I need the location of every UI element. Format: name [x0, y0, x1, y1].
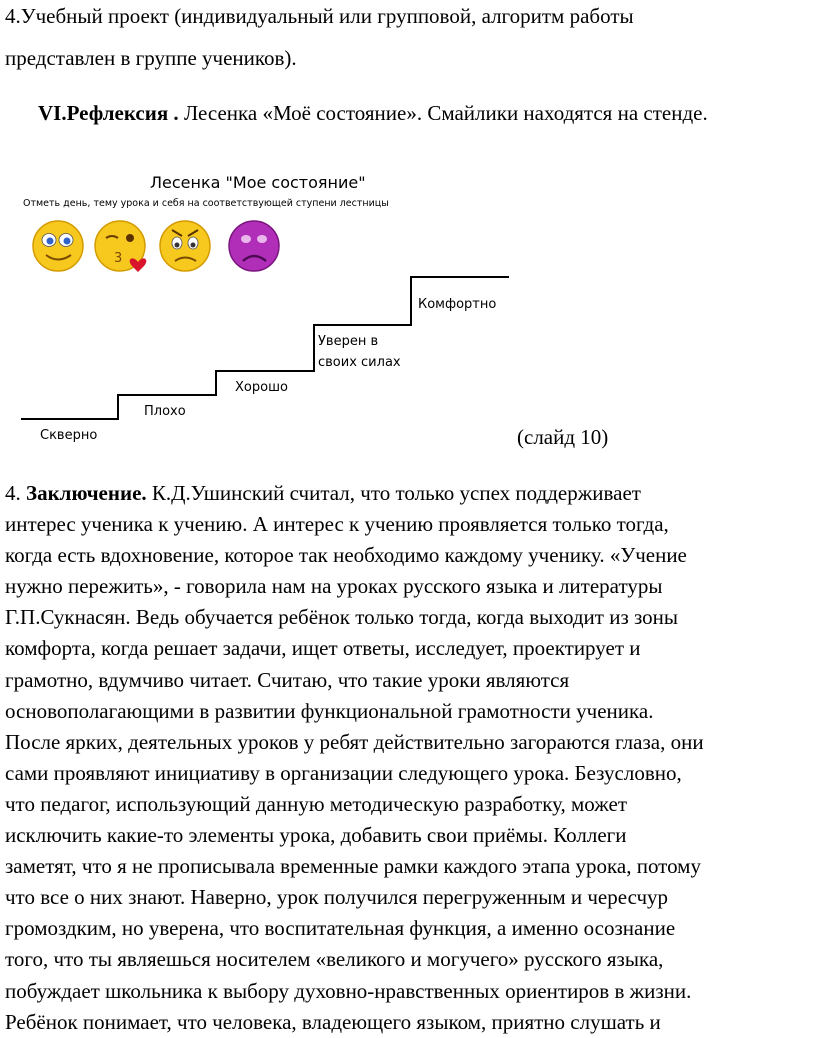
reflection-line — [38, 101, 708, 125]
sad-smiley-icon — [160, 221, 210, 271]
step-label-confident-1: Уверен в — [318, 334, 379, 349]
staircase-figure — [0, 160, 816, 450]
project-line-1: 4.Учебный проект (индивидуальный или групповой, алгоритм работы — [5, 4, 634, 28]
reflection-heading: VI.Рефлексия . — [38, 101, 179, 125]
conclusion-line: побуждает школьника к выбору духовно-нравственных ориентиров в жизни. — [5, 978, 692, 1003]
happy-smiley-icon — [33, 221, 83, 271]
conclusion-line: интерес ученика к учению. А интерес к учению проявляется только тогда, — [5, 512, 669, 537]
conclusion-line: что все о них знают. Наверно, урок получился перегруженным и чересчур — [5, 885, 669, 910]
conclusion-line: исключить какие-то элементы урока, добавить свои приёмы. Коллеги — [5, 823, 627, 848]
kiss-smiley-icon — [95, 221, 146, 272]
svg-text:3: 3 — [114, 251, 123, 266]
slide-reference: (слайд 10) — [517, 425, 609, 449]
conclusion-line: громоздким, но уверена, что воспитательная функция, а именно осознание — [5, 916, 676, 941]
conclusion-number: 4. — [5, 481, 26, 505]
conclusion-line: грамотно, вдумчиво читает. Считаю, что такие уроки являются — [5, 667, 570, 692]
step-label-bad: Плохо — [144, 404, 186, 419]
conclusion-line-text: К.Д.Ушинский считал, что только успех поддерживает — [146, 481, 641, 505]
figure-subtitle: Отметь день, тему урока и себя на соответствующей ступени лестницы — [23, 198, 389, 209]
figure-title: Лесенка "Мое состояние" — [150, 173, 366, 192]
step-label-confident-2: своих силах — [318, 355, 401, 370]
conclusion-line — [5, 478, 816, 509]
conclusion-line: нужно пережить», - говорила нам на уроках русского языка и литературы — [5, 574, 663, 599]
conclusion-heading: Заключение. — [26, 481, 147, 505]
step-label-terrible: Скверно — [40, 428, 98, 443]
conclusion-line: заметят, что я не прописывала временные рамки каждого этапа урока, потому — [5, 854, 701, 879]
step-label-good: Хорошо — [235, 380, 288, 395]
conclusion-line: основополагающими в развитии функциональной грамотности ученика. — [5, 698, 654, 723]
step-label-comfortable: Комфортно — [418, 297, 497, 312]
conclusion-paragraph — [5, 478, 816, 1038]
project-line-2: представлен в группе учеников). — [5, 46, 297, 70]
conclusion-line: того, что ты являешься носителем «великого и могучего» русского языка, — [5, 947, 664, 972]
conclusion-line: После ярких, деятельных уроков у ребят действительно загораются глаза, они — [5, 729, 704, 754]
purple-upset-smiley-icon — [229, 221, 279, 271]
conclusion-line: что педагог, использующий данную методическую разработку, может — [5, 791, 627, 816]
reflection-text: Лесенка «Моё состояние». Смайлики находятся на стенде. — [178, 101, 708, 125]
conclusion-line: сами проявляют инициативу в организации следующего урока. Безусловно, — [5, 760, 682, 785]
conclusion-line: Г.П.Сукнасян. Ведь обучается ребёнок только тогда, когда выходит из зоны — [5, 605, 679, 630]
conclusion-line: Ребёнок понимает, что человека, владеющего языком, приятно слушать и — [5, 1009, 661, 1034]
conclusion-line: комфорта, когда решает задачи, ищет ответы, исследует, проектирует и — [5, 636, 641, 661]
conclusion-line: когда есть вдохновение, которое так необходимо каждому ученику. «Учение — [5, 543, 687, 568]
staircase-diagram — [0, 160, 816, 450]
